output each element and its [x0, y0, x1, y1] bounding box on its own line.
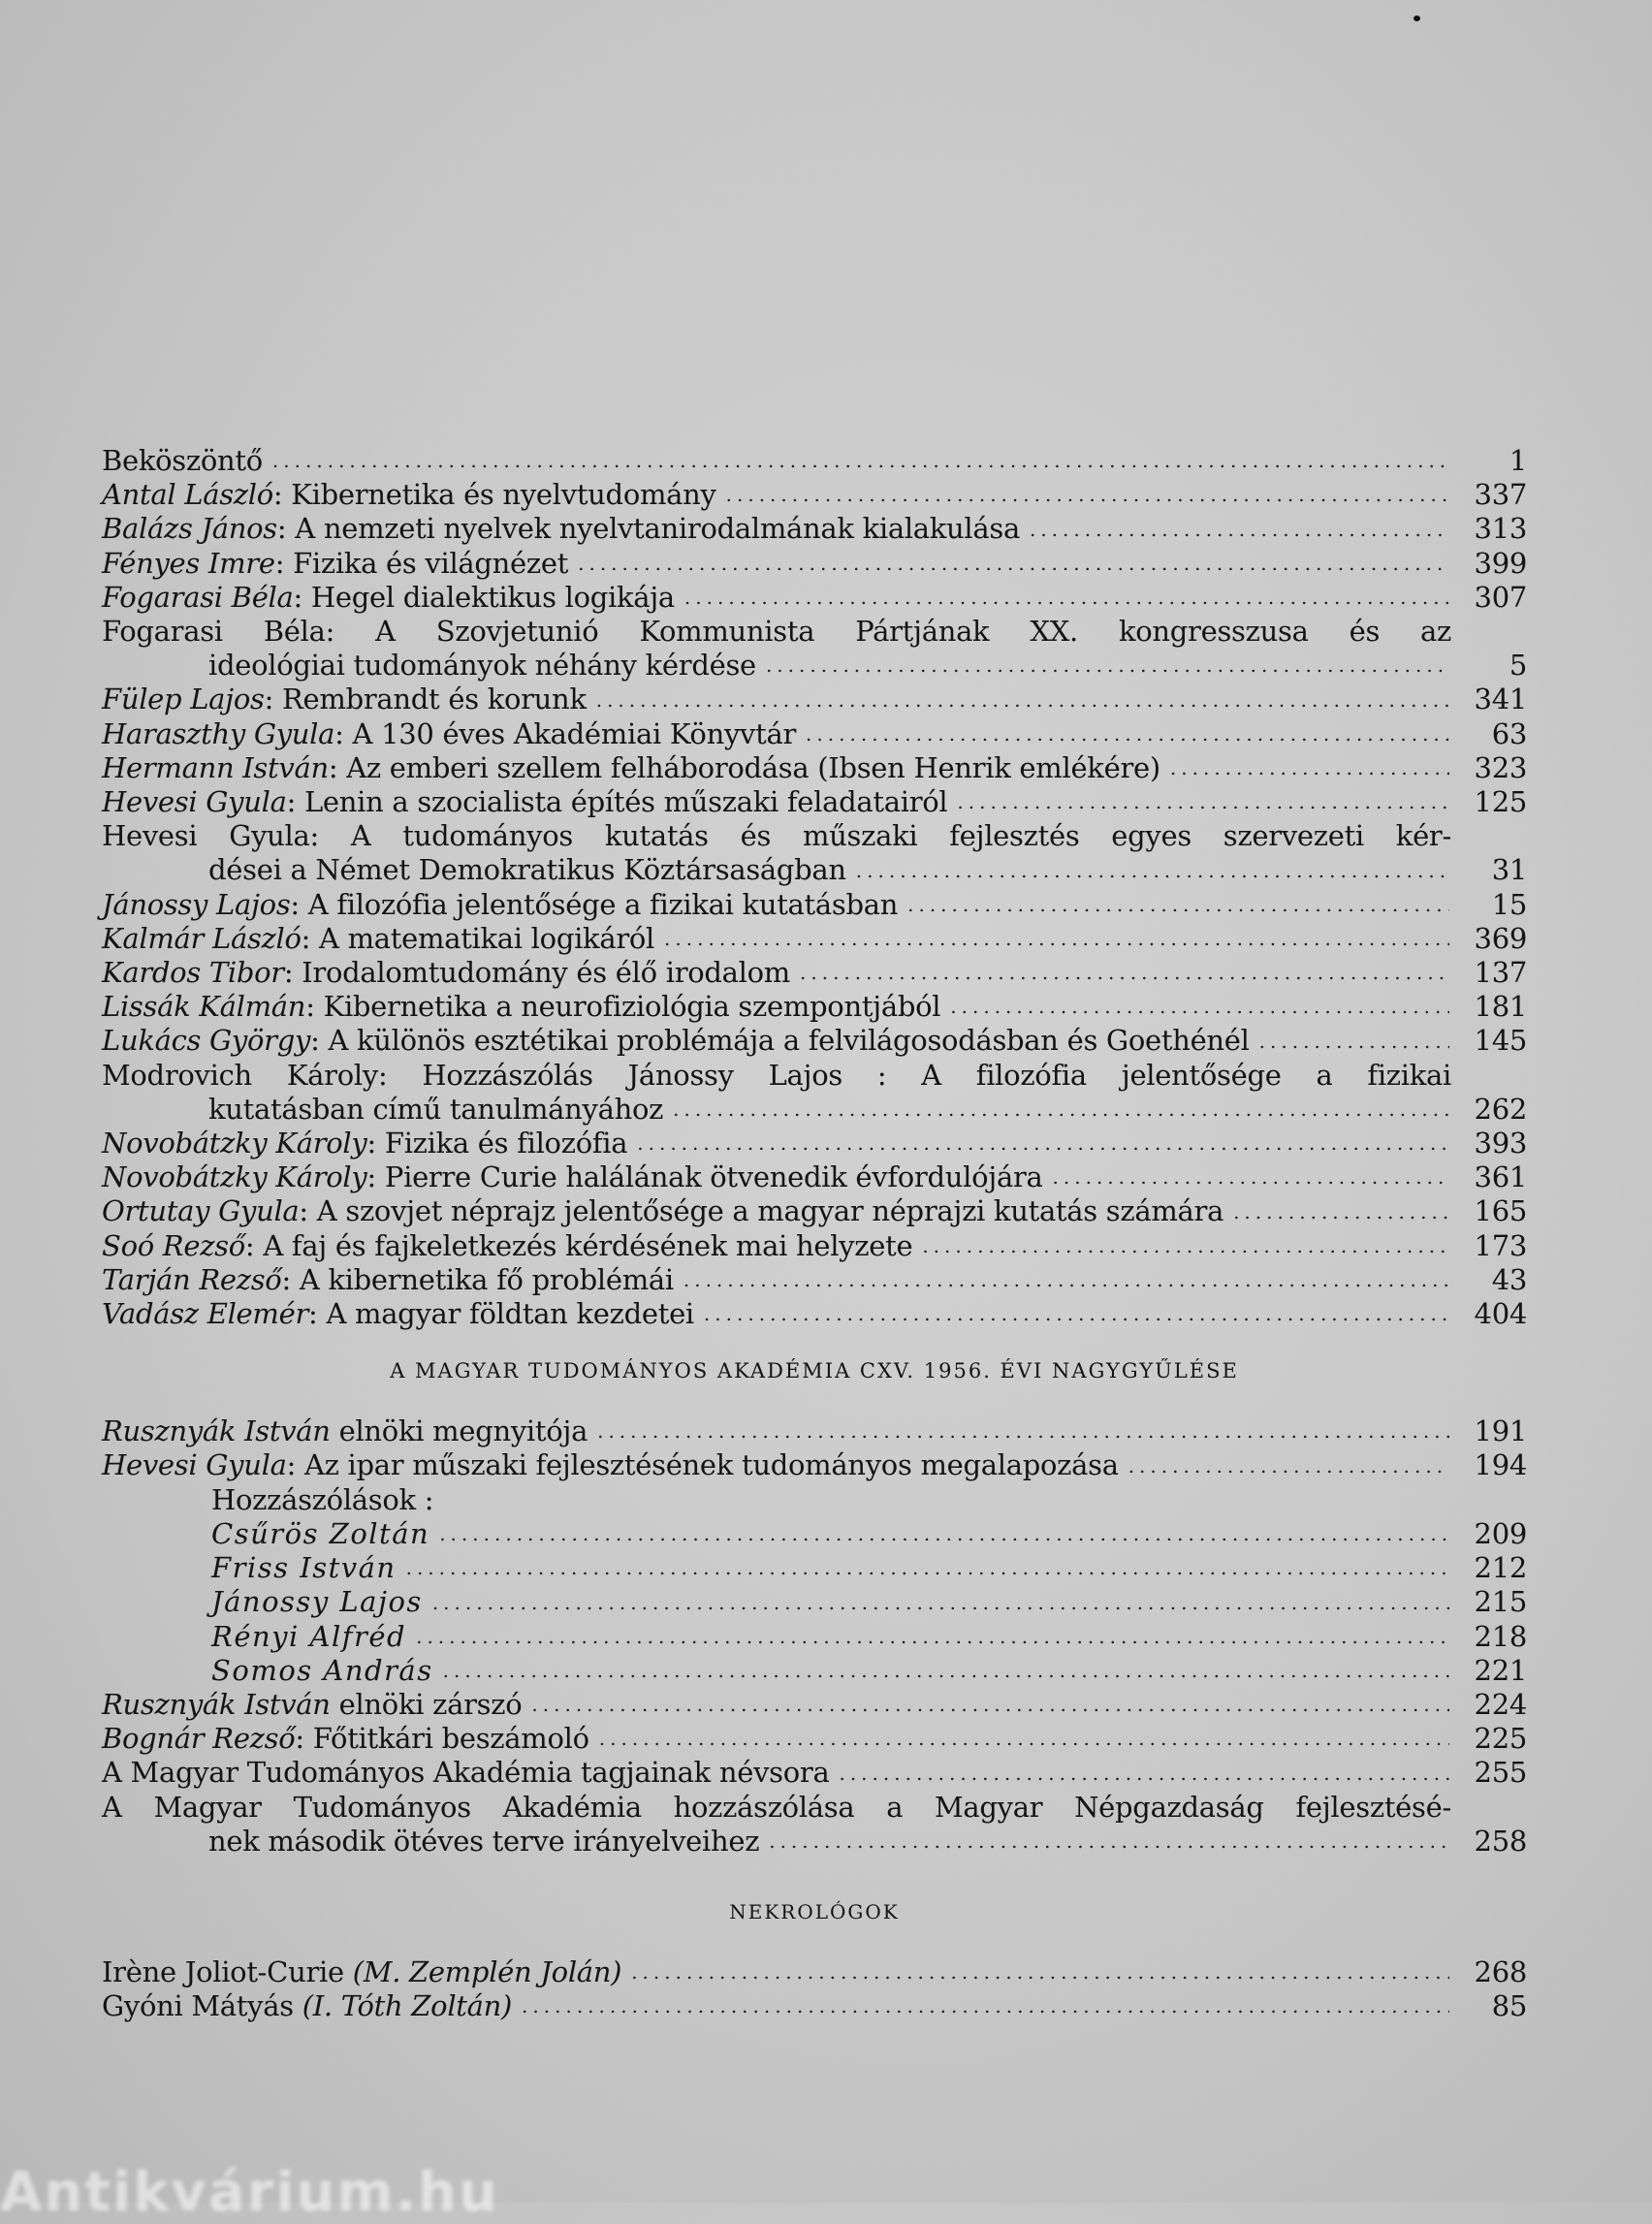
page-number: 399 [1474, 546, 1527, 580]
entry-author: Novobátzky Károly [102, 1127, 367, 1160]
entry-title-line-1: A Szovjetunió Kommunista Pártjának XX. kongresszusa és az [375, 615, 1452, 649]
entry-text: Ortutay Gyula: A szovjet néprajz jelentősége a magyar néprajzi kutatás számára [102, 1194, 1224, 1228]
contributions-label [102, 1483, 1527, 1517]
entry-title: Kibernetika és nyelvtudomány [291, 478, 716, 512]
entry-author: Fényes Imre [102, 546, 275, 580]
entry-text: Lukács György: A különös esztétikai problémája a felvilágosodásban és Goethénél [102, 1024, 1250, 1058]
dot-leader [1170, 751, 1449, 785]
entry-title-line-2: nek második ötéves terve irányelveihez [208, 1824, 760, 1858]
page-number: 194 [1474, 1448, 1527, 1482]
entry-title: Rembrandt és korunk [282, 683, 587, 716]
toc-entry[interactable] [102, 1722, 1527, 1756]
page-number: 225 [1474, 1722, 1527, 1756]
page-number: 337 [1474, 478, 1527, 512]
contributor-name: Friss István [211, 1551, 397, 1585]
obituary-subject: Irène Joliot-Curie [102, 1954, 344, 1988]
entry-title-line-2: kutatásban című tanulmányához [208, 1092, 664, 1126]
dot-leader [631, 1955, 1449, 1989]
dot-leader [1128, 1449, 1449, 1483]
dot-leader [1259, 1025, 1449, 1059]
contributor-name: Rényi Alfréd [211, 1619, 407, 1653]
obituary-subject: Gyóni Mátyás [102, 1989, 294, 2023]
entry-author: Novobátzky Károly [102, 1160, 367, 1194]
entry-title: Főtitkári beszámoló [312, 1722, 589, 1756]
page-number: 341 [1474, 683, 1527, 716]
entry-text: Soó Rezső: A faj és fajkeletkezés kérdésének mai helyzete [102, 1228, 913, 1262]
entry-author: Vadász Elemér [102, 1297, 309, 1331]
dot-leader [726, 478, 1449, 512]
page-number: 212 [1474, 1551, 1527, 1585]
dot-leader [769, 1825, 1449, 1859]
entry-author: Kalmár László [102, 921, 302, 955]
entry-author: Hevesi Gyula [102, 1448, 287, 1482]
entry-line-2 [102, 1093, 1527, 1127]
entry-author: Fogarasi Béla [102, 580, 294, 614]
dot-leader [416, 1620, 1449, 1654]
entry-title: Kibernetika a neurofiziológia szempontjából [323, 990, 941, 1024]
entry-author: Fülep Lajos [102, 683, 265, 716]
toc-entry[interactable] [102, 1297, 1527, 1331]
dot-leader [950, 990, 1449, 1024]
dot-leader [443, 1654, 1449, 1688]
entry-title-line-2: dései a Német Demokratikus Köztársaságban [208, 853, 846, 887]
contributor-name: Somos András [211, 1653, 433, 1687]
dot-leader [1233, 1195, 1449, 1229]
dot-leader [596, 683, 1449, 717]
entry-title: A 130 éves Akadémiai Könyvtár [352, 716, 797, 750]
entry-text [102, 1756, 829, 1790]
entry-line-2 [102, 853, 1527, 887]
entry-author: Hevesi Gyula [102, 819, 310, 853]
toc-entry[interactable] [102, 547, 1527, 581]
entry-line-1 [102, 1791, 1451, 1825]
assembly-list [102, 1414, 1527, 1859]
entry-title: A filozófia jelentősége a fizikai kutatásban [307, 887, 899, 921]
section-heading-assembly: A MAGYAR TUDOMÁNYOS AKADÉMIA CXV. 1956. ÉVI NAGYGYŰLÉSE [390, 1359, 1239, 1383]
dot-leader [683, 1263, 1449, 1297]
page-number: 137 [1474, 956, 1527, 990]
entry-author: Balázs János [102, 512, 277, 546]
dot-leader [684, 581, 1449, 615]
entry-author: Tarján Rezső [102, 1262, 282, 1296]
entry-title: Az ipar műszaki fejlesztésének tudományos megalapozása [303, 1448, 1119, 1482]
dot-leader [922, 1229, 1449, 1263]
entry-author: Ortutay Gyula [102, 1194, 300, 1228]
contribution-entry[interactable] [102, 1517, 1527, 1551]
entry-text: Hevesi Gyula: Az ipar műszaki fejlesztésének tudományos megalapozása [102, 1448, 1119, 1482]
page-number: 1 [1509, 444, 1527, 477]
toc-entry[interactable] [102, 1263, 1527, 1297]
entry-text: Tarján Rezső: A kibernetika fő problémái [102, 1262, 674, 1296]
contributor-name: Csűrös Zoltán [211, 1516, 430, 1550]
toc-entry[interactable] [102, 1127, 1527, 1160]
toc-entry[interactable] [102, 1194, 1527, 1228]
entry-title: Lenin a szocialista építés műszaki feladatairól [303, 785, 948, 819]
entry-text: Hevesi Gyula: Lenin a szocialista építés műszaki feladatairól [102, 785, 948, 819]
entry-title: A Magyar Tudományos Akadémia tagjainak névsora [102, 1756, 830, 1790]
obituary-text [102, 1955, 621, 1989]
entry-author: Lissák Kálmán [102, 990, 306, 1024]
contribution-entry[interactable] [102, 1585, 1527, 1619]
entry-title: Beköszöntő [102, 444, 263, 477]
entry-title: elnöki zárszó [338, 1687, 523, 1721]
obituary-author: (I. Tóth Zoltán) [302, 1989, 513, 2023]
entry-title-line-1: Hozzászólás Jánossy Lajos : A filozófia jelentősége a fizikai [422, 1058, 1451, 1092]
toc-entry[interactable] [102, 922, 1527, 956]
entry-text: Balázs János: A nemzeti nyelvek nyelvtanirodalmának kialakulása [102, 512, 1020, 546]
entry-title: A matematikai logikáról [319, 921, 655, 955]
entry-title: Pierre Curie halálának ötvenedik évfordulójára [384, 1160, 1043, 1194]
entry-title: A szovjet néprajz jelentősége a magyar néprajzi kutatás számára [316, 1194, 1224, 1228]
entry-author: Lukács György [102, 1024, 311, 1058]
entry-text: Novobátzky Károly: Fizika és filozófia [102, 1127, 628, 1160]
entry-author: Fogarasi Béla [102, 615, 326, 649]
entry-text: Haraszthy Gyula: A 130 éves Akadémiai Könyvtár [102, 716, 797, 750]
entry-text: Lissák Kálmán: Kibernetika a neurofiziológia szempontjából [102, 990, 941, 1024]
toc-entry-multiline[interactable] [102, 615, 1527, 683]
entry-text: Bognár Rezső: Főtitkári beszámoló [102, 1722, 589, 1756]
dot-leader [766, 649, 1449, 683]
dot-leader [272, 444, 1449, 478]
page-number: 221 [1474, 1653, 1527, 1687]
dot-leader [800, 956, 1449, 990]
contributions-label-text: Hozzászólások : [211, 1482, 434, 1516]
obituary-author: (M. Zemplén Jolán) [352, 1954, 622, 1988]
entry-line-2 [102, 649, 1527, 683]
entry-author: Rusznyák István [102, 1687, 331, 1721]
page-number: 404 [1474, 1297, 1527, 1331]
entry-text: Fényes Imre: Fizika és világnézet [102, 546, 569, 580]
page-number: 307 [1474, 580, 1527, 614]
page-number: 209 [1474, 1516, 1527, 1550]
page-number: 215 [1474, 1585, 1527, 1619]
dot-leader [1030, 513, 1449, 547]
page-number: 85 [1491, 1989, 1527, 2023]
page-number: 31 [1491, 853, 1527, 887]
entry-text [102, 1688, 522, 1722]
page-number: 165 [1474, 1194, 1527, 1228]
contribution-entry[interactable] [102, 1551, 1527, 1585]
page-number: 255 [1474, 1756, 1527, 1790]
toc-entry[interactable] [102, 1448, 1527, 1482]
entry-line-1: Modrovich Károly: Hozzászólás Jánossy Lajos : A filozófia jelentősége a fizikai [102, 1058, 1451, 1092]
page-number: 15 [1491, 887, 1527, 921]
dot-leader [578, 547, 1449, 581]
dot-leader [637, 1127, 1449, 1160]
entry-author: Jánossy Lajos [102, 887, 291, 921]
dot-leader [1053, 1160, 1449, 1194]
contribution-entry[interactable] [102, 1620, 1527, 1654]
toc-entry[interactable] [102, 1688, 1527, 1722]
dot-leader [839, 1757, 1449, 1791]
entry-title: Irodalomtudomány és élő irodalom [302, 956, 790, 990]
entry-title: Az emberi szellem felháborodása (Ibsen Henrik emlékére) [346, 750, 1160, 784]
dot-leader [522, 1989, 1449, 2023]
entry-author: Hevesi Gyula [102, 785, 287, 819]
obituary-entry[interactable] [102, 1955, 1527, 1989]
page-number: 361 [1474, 1160, 1527, 1194]
entry-title: Fizika és világnézet [293, 546, 569, 580]
entry-text: Antal László: Kibernetika és nyelvtudomány [102, 478, 716, 512]
dot-leader [806, 717, 1449, 751]
dot-leader [856, 854, 1449, 888]
toc-entry[interactable] [102, 1160, 1527, 1194]
entry-title: A nemzeti nyelvek nyelvtanirodalmának kialakulása [295, 512, 1020, 546]
entry-text: Fülep Lajos: Rembrandt és korunk [102, 683, 587, 716]
dot-leader [664, 922, 1449, 956]
page-number: 125 [1474, 785, 1527, 819]
dot-leader [531, 1688, 1449, 1722]
entry-text: Fogarasi Béla: Hegel dialektikus logikája [102, 580, 675, 614]
page-number: 258 [1474, 1824, 1527, 1858]
entry-title: A faj és fajkeletkezés kérdésének mai helyzete [263, 1228, 913, 1262]
entry-author: Antal László [102, 478, 273, 512]
dot-leader [432, 1586, 1449, 1620]
toc-entry-multiline[interactable] [102, 1059, 1527, 1127]
page-number: 393 [1474, 1127, 1527, 1160]
entry-author: Modrovich Károly [102, 1058, 378, 1092]
entry-title: elnöki megnyitója [338, 1414, 588, 1448]
dot-leader [673, 1093, 1449, 1127]
toc-entry[interactable] [102, 683, 1527, 716]
toc-entry[interactable] [102, 1024, 1527, 1058]
dot-leader [439, 1517, 1449, 1551]
ink-speck [1414, 16, 1420, 21]
toc-entry[interactable] [102, 1414, 1527, 1448]
entry-title-line-2: ideológiai tudományok néhány kérdése [208, 649, 756, 683]
toc-entry[interactable] [102, 990, 1527, 1024]
page-number: 268 [1474, 1954, 1527, 1988]
entry-line-1: Hevesi Gyula: A tudományos kutatás és műszaki fejlesztés egyes szervezeti kér- [102, 819, 1451, 853]
page-number: 323 [1474, 750, 1527, 784]
entry-text: Kalmár László: A matematikai logikáról [102, 921, 655, 955]
entry-title: Hegel dialektikus logikája [310, 580, 675, 614]
toc-entry[interactable] [102, 751, 1527, 785]
page-number: 173 [1474, 1228, 1527, 1262]
obituary-entry[interactable] [102, 1989, 1527, 2023]
entry-text: Kardos Tibor: Irodalomtudomány és élő irodalom [102, 956, 790, 990]
page-number: 224 [1474, 1687, 1527, 1721]
entry-author: Kardos Tibor [102, 956, 284, 990]
toc-entry[interactable] [102, 956, 1527, 990]
page-number: 313 [1474, 512, 1527, 546]
page-number: 63 [1491, 716, 1527, 750]
page-number: 218 [1474, 1619, 1527, 1653]
toc-entry[interactable] [102, 1756, 1527, 1790]
entry-title: A kibernetika fő problémái [299, 1262, 674, 1296]
entry-title: A különös esztétikai problémája a felvilágosodásban és Goethénél [328, 1024, 1250, 1058]
dot-leader [599, 1722, 1449, 1756]
entry-text: Hermann István: Az emberi szellem felháborodása (Ibsen Henrik emlékére) [102, 750, 1160, 784]
obituary-text [102, 1989, 512, 2023]
dot-leader [957, 785, 1449, 819]
page-number: 262 [1474, 1092, 1527, 1126]
contributor-name: Jánossy Lajos [211, 1585, 423, 1619]
page-number: 191 [1474, 1414, 1527, 1448]
dot-leader [907, 888, 1449, 922]
toc-entry-multiline[interactable] [102, 819, 1527, 887]
dot-leader [704, 1297, 1449, 1331]
toc-entry-multiline[interactable] [102, 1791, 1527, 1859]
contribution-entry[interactable] [102, 1654, 1527, 1688]
entry-author: Soó Rezső [102, 1228, 245, 1262]
entry-title: Fizika és filozófia [384, 1127, 628, 1160]
toc-entry[interactable] [102, 581, 1527, 615]
watermark: Antikvárium.hu [0, 2161, 499, 2224]
entry-text [102, 1414, 588, 1448]
toc-entry[interactable] [102, 717, 1527, 751]
dot-leader [406, 1551, 1449, 1585]
entry-text: Novobátzky Károly: Pierre Curie halálának ötvenedik évfordulójára [102, 1160, 1043, 1194]
toc-entry[interactable] [102, 785, 1527, 819]
page-number: 181 [1474, 990, 1527, 1024]
page-number: 43 [1491, 1262, 1527, 1296]
entry-author: Haraszthy Gyula [102, 716, 335, 750]
entry-author: Rusznyák István [102, 1414, 331, 1448]
entry-text: Jánossy Lajos: A filozófia jelentősége a fizikai kutatásban [102, 887, 899, 921]
table-of-contents [102, 444, 1527, 2023]
page-number: 145 [1474, 1024, 1527, 1058]
toc-entry[interactable] [102, 444, 1527, 478]
entry-author: Hermann István [102, 750, 329, 784]
page-number: 5 [1509, 649, 1527, 683]
section-heading-obituaries: NEKROLÓGOK [729, 1899, 900, 1923]
dot-leader [597, 1414, 1449, 1448]
entry-title-line-1: A tudományos kutatás és műszaki fejlesztés egyes szervezeti kér- [350, 819, 1451, 853]
obituaries-list [102, 1955, 1527, 2023]
toc-entry[interactable] [102, 1229, 1527, 1263]
entry-title: A magyar földtan kezdetei [326, 1297, 694, 1331]
toc-entry[interactable] [102, 888, 1527, 922]
entry-text [102, 444, 263, 478]
toc-entry[interactable] [102, 478, 1527, 512]
toc-entry[interactable] [102, 512, 1527, 546]
entry-author: Bognár Rezső [102, 1722, 296, 1756]
entry-line-2 [102, 1825, 1527, 1859]
entry-title-line-1: A Magyar Tudományos Akadémia hozzászólása a Magyar Népgazdaság fejlesztésé- [102, 1790, 1451, 1824]
entry-text: Vadász Elemér: A magyar földtan kezdetei [102, 1297, 694, 1331]
contents-list [102, 444, 1527, 1331]
page-number: 369 [1474, 921, 1527, 955]
entry-line-1: Fogarasi Béla: A Szovjetunió Kommunista Pártjának XX. kongresszusa és az [102, 615, 1452, 649]
